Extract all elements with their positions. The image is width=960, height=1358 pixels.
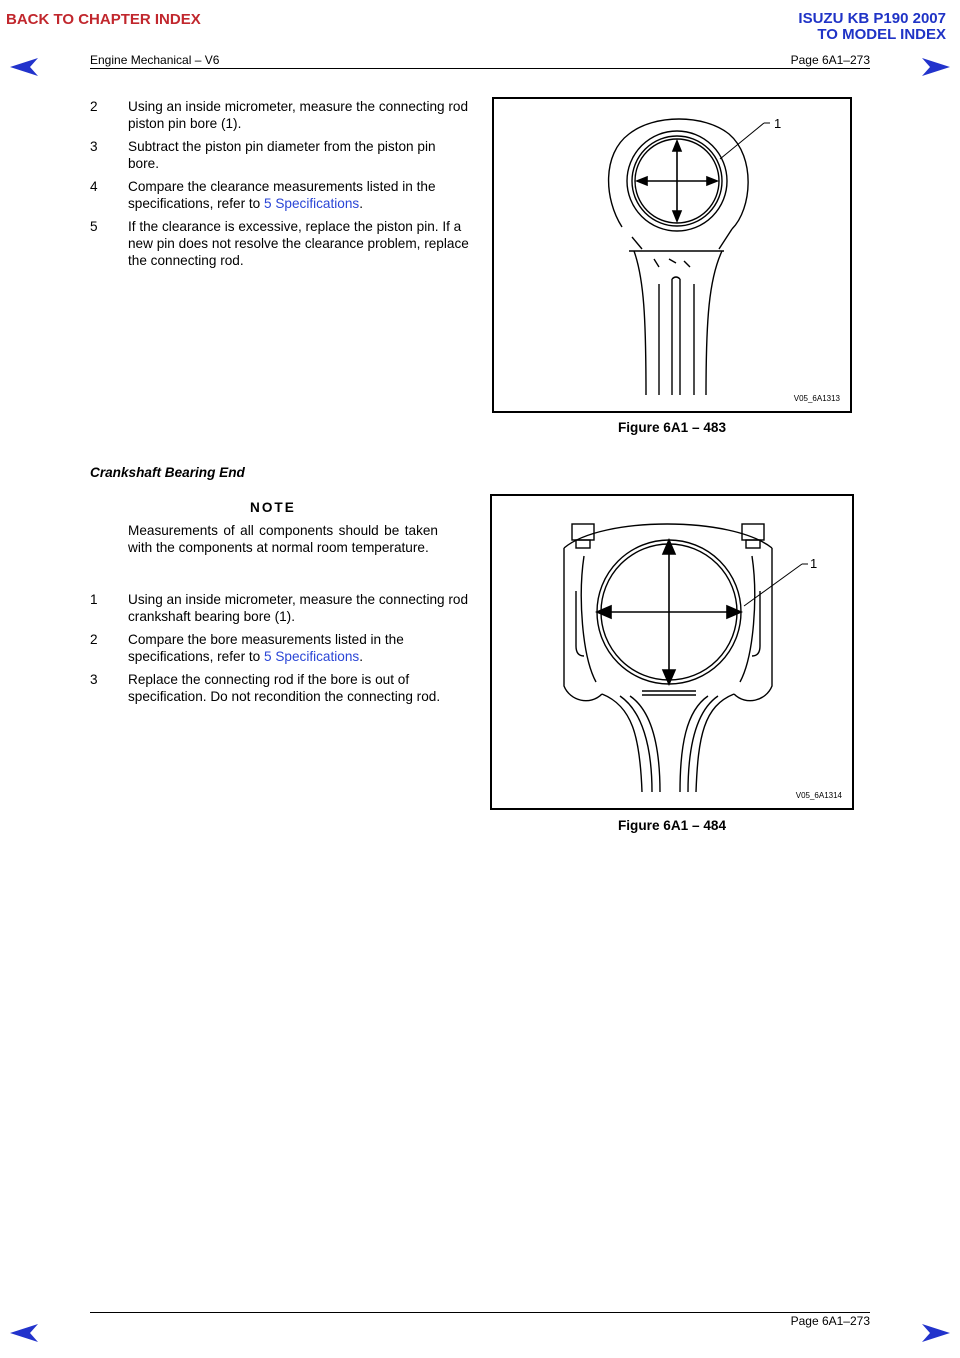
model-index-link[interactable] xyxy=(798,11,946,43)
connecting-rod-pin-bore-illustration xyxy=(494,99,850,411)
prev-page-arrow-icon[interactable] xyxy=(8,1322,40,1344)
step-item: 2 Using an inside micrometer, measure the connecting rod piston pin bore (1). xyxy=(90,99,469,131)
piston-pin-steps xyxy=(90,98,470,275)
model-title[interactable]: ISUZU KB P190 2007 xyxy=(798,10,946,27)
prev-page-arrow-icon[interactable] xyxy=(8,56,40,78)
header-page-number: Page 6A1–273 xyxy=(790,53,870,67)
to-model-index[interactable]: TO MODEL INDEX xyxy=(817,26,946,43)
connecting-rod-bearing-bore-illustration xyxy=(492,496,852,808)
specifications-link[interactable]: 5 Specifications xyxy=(264,196,360,211)
step-item: 3 Subtract the piston pin diameter from the piston pin bore. xyxy=(90,139,436,171)
next-page-arrow-icon[interactable] xyxy=(920,56,952,78)
figure-484-frame xyxy=(490,494,854,810)
note-heading: NOTE xyxy=(250,500,296,515)
figure-483-callout: 1 xyxy=(774,116,782,131)
figure-484-code: V05_6A1314 xyxy=(795,791,842,800)
next-page-arrow-icon[interactable] xyxy=(920,1322,952,1344)
header-rule xyxy=(90,68,870,69)
step-item: 3 Replace the connecting rod if the bore is out of specification. Do not recondition the connecting rod. xyxy=(90,672,441,704)
specifications-link[interactable]: 5 Specifications xyxy=(264,649,360,664)
section-name: Engine Mechanical – V6 xyxy=(90,53,220,67)
step-item: 1 Using an inside micrometer, measure the connecting rod crankshaft bearing bore (1). xyxy=(90,592,469,624)
figure-483-code: V05_6A1313 xyxy=(793,394,840,403)
footer-page-number: Page 6A1–273 xyxy=(790,1314,870,1328)
figure-484-caption: Figure 6A1 – 484 xyxy=(617,818,727,833)
figure-484-callout: 1 xyxy=(810,556,818,571)
step-item: 5 If the clearance is excessive, replace the piston pin. If a new pin does not resolve the clearance problem, replace the connecting rod. xyxy=(90,219,469,268)
step-item: 4 Compare the clearance measurements listed in the specifications, refer to 5 Specifications. xyxy=(90,179,436,211)
note-text: Measurements of all components should be taken with the components at normal room temperature. xyxy=(128,523,438,555)
crankshaft-bearing-steps xyxy=(90,591,470,711)
figure-483-frame xyxy=(492,97,852,413)
crankshaft-bearing-end-heading: Crankshaft Bearing End xyxy=(90,465,245,480)
step-item: 2 Compare the bore measurements listed in the specifications, refer to 5 Specifications. xyxy=(90,632,404,664)
back-to-chapter-index-link[interactable]: BACK TO CHAPTER INDEX xyxy=(6,11,201,28)
figure-483-caption: Figure 6A1 – 483 xyxy=(617,420,727,435)
footer-rule xyxy=(90,1312,870,1313)
